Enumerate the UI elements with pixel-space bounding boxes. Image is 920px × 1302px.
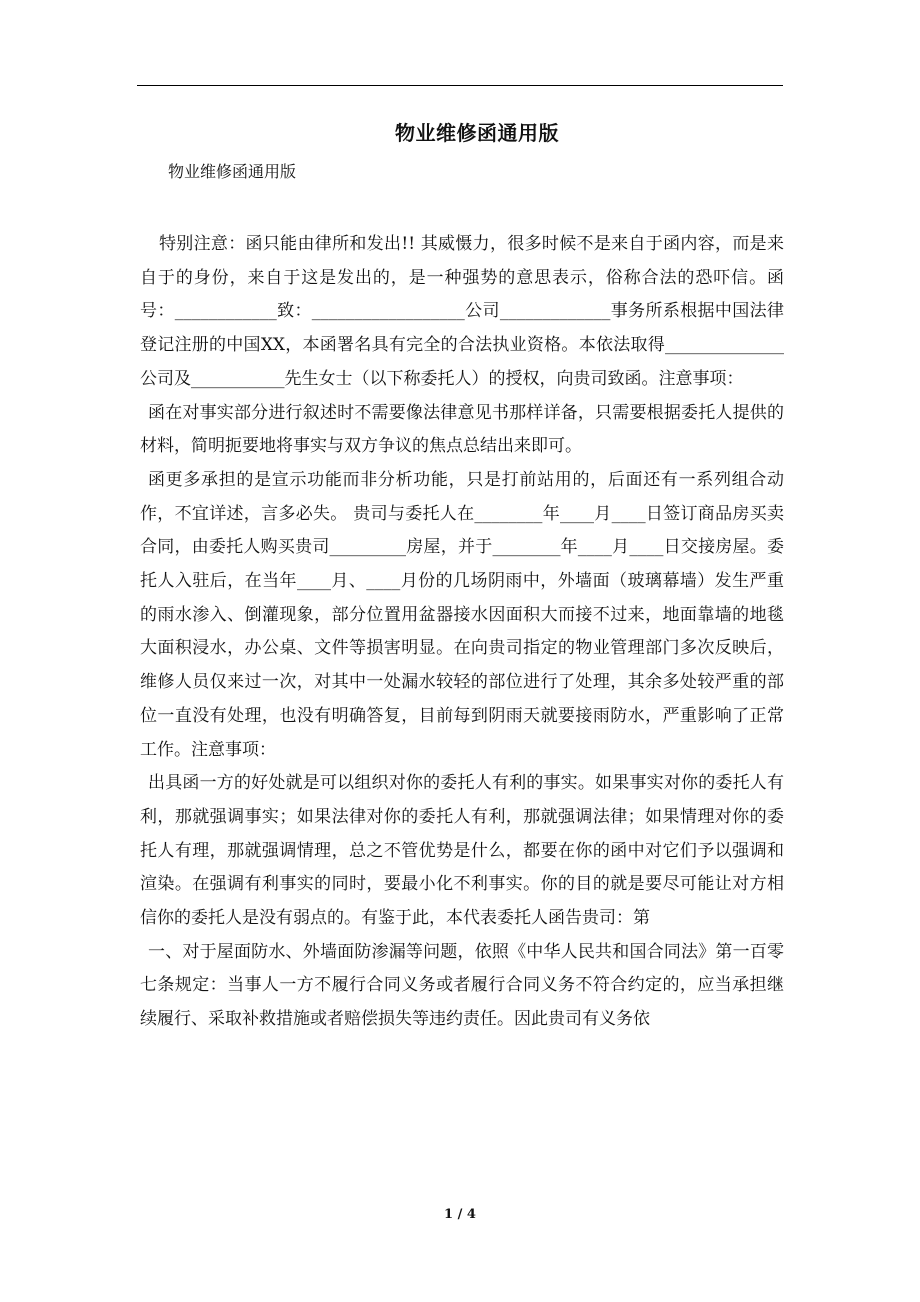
document-subtitle: 物业维修函通用版 — [168, 162, 297, 181]
paragraph-clause-one: 一、对于屋面防水、外墙面防渗漏等问题，依照《中华人民共和国合同法》第一百零七条规定：当事人一方不履行合同义务或者履行合同义务不符合约定的，应当承担继续履行、采取补救措施或者赔偿损失等违约责任。因此贵司有义务依 — [140, 941, 784, 1030]
header-rule — [137, 85, 783, 86]
document-title: 物业维修函通用版 — [395, 121, 559, 145]
paragraph-notice: 特别注意：函只能由律所和发出!! 其威慑力，很多时候不是来自于函内容，而是来自于的身份，来自于这是发出的，是一种强势的意思表示，俗称合法的恐吓信。函号：____________致：__________________公司_____________事务所系根据中国法律登记注册的中国XX，本函署名具有完全的合法执业资格。本依法取得______________公司及___________先生女士（以下称委托人）的授权，向贵司致函。注意事项： — [140, 234, 784, 389]
paragraph-note-facts: 函在对事实部分进行叙述时不需要像法律意见书那样详备，只需要根据委托人提供的材料，简明扼要地将事实与双方争议的焦点总结出来即可。 — [140, 402, 784, 457]
document-body — [140, 228, 784, 1037]
paragraph-advantage: 出具函一方的好处就是可以组织对你的委托人有利的事实。如果事实对你的委托人有利，那就强调事实；如果法律对你的委托人有利，那就强调法律；如果情理对你的委托人有理，那就强调情理，总之不管优势是什么，都要在你的函中对它们予以强调和渲染。在强调有利事实的同时，要最小化不利事实。你的目的就是要尽可能让对方相信你的委托人是没有弱点的。有鉴于此，本代表委托人函告贵司：第 — [140, 773, 784, 929]
page-number: 1 / 4 — [444, 1207, 476, 1222]
paragraph-facts: 函更多承担的是宣示功能而非分析功能，只是打前站用的，后面还有一系列组合动作，不宜详述，言多必失。 贵司与委托人在________年____月____日签订商品房买卖合同，由委托人购买贵司_________房屋，并于________年____月____日交接房屋。委托人入驻后，在当年____月、____月份的几场阴雨中，外墙面（玻璃幕墙）发生严重的雨水渗入、倒灌现象，部分位置用盆器接水因面积大而接不过来，地面靠墙的地毯大面积浸水，办公桌、文件等损害明显。在向贵司指定的物业管理部门多次反映后，维修人员仅来过一次，对其中一处漏水较轻的部位进行了处理，其余多处较严重的部位一直没有处理，也没有明确答复，目前每到阴雨天就要接雨防水，严重影响了正常工作。注意事项： — [140, 469, 784, 760]
